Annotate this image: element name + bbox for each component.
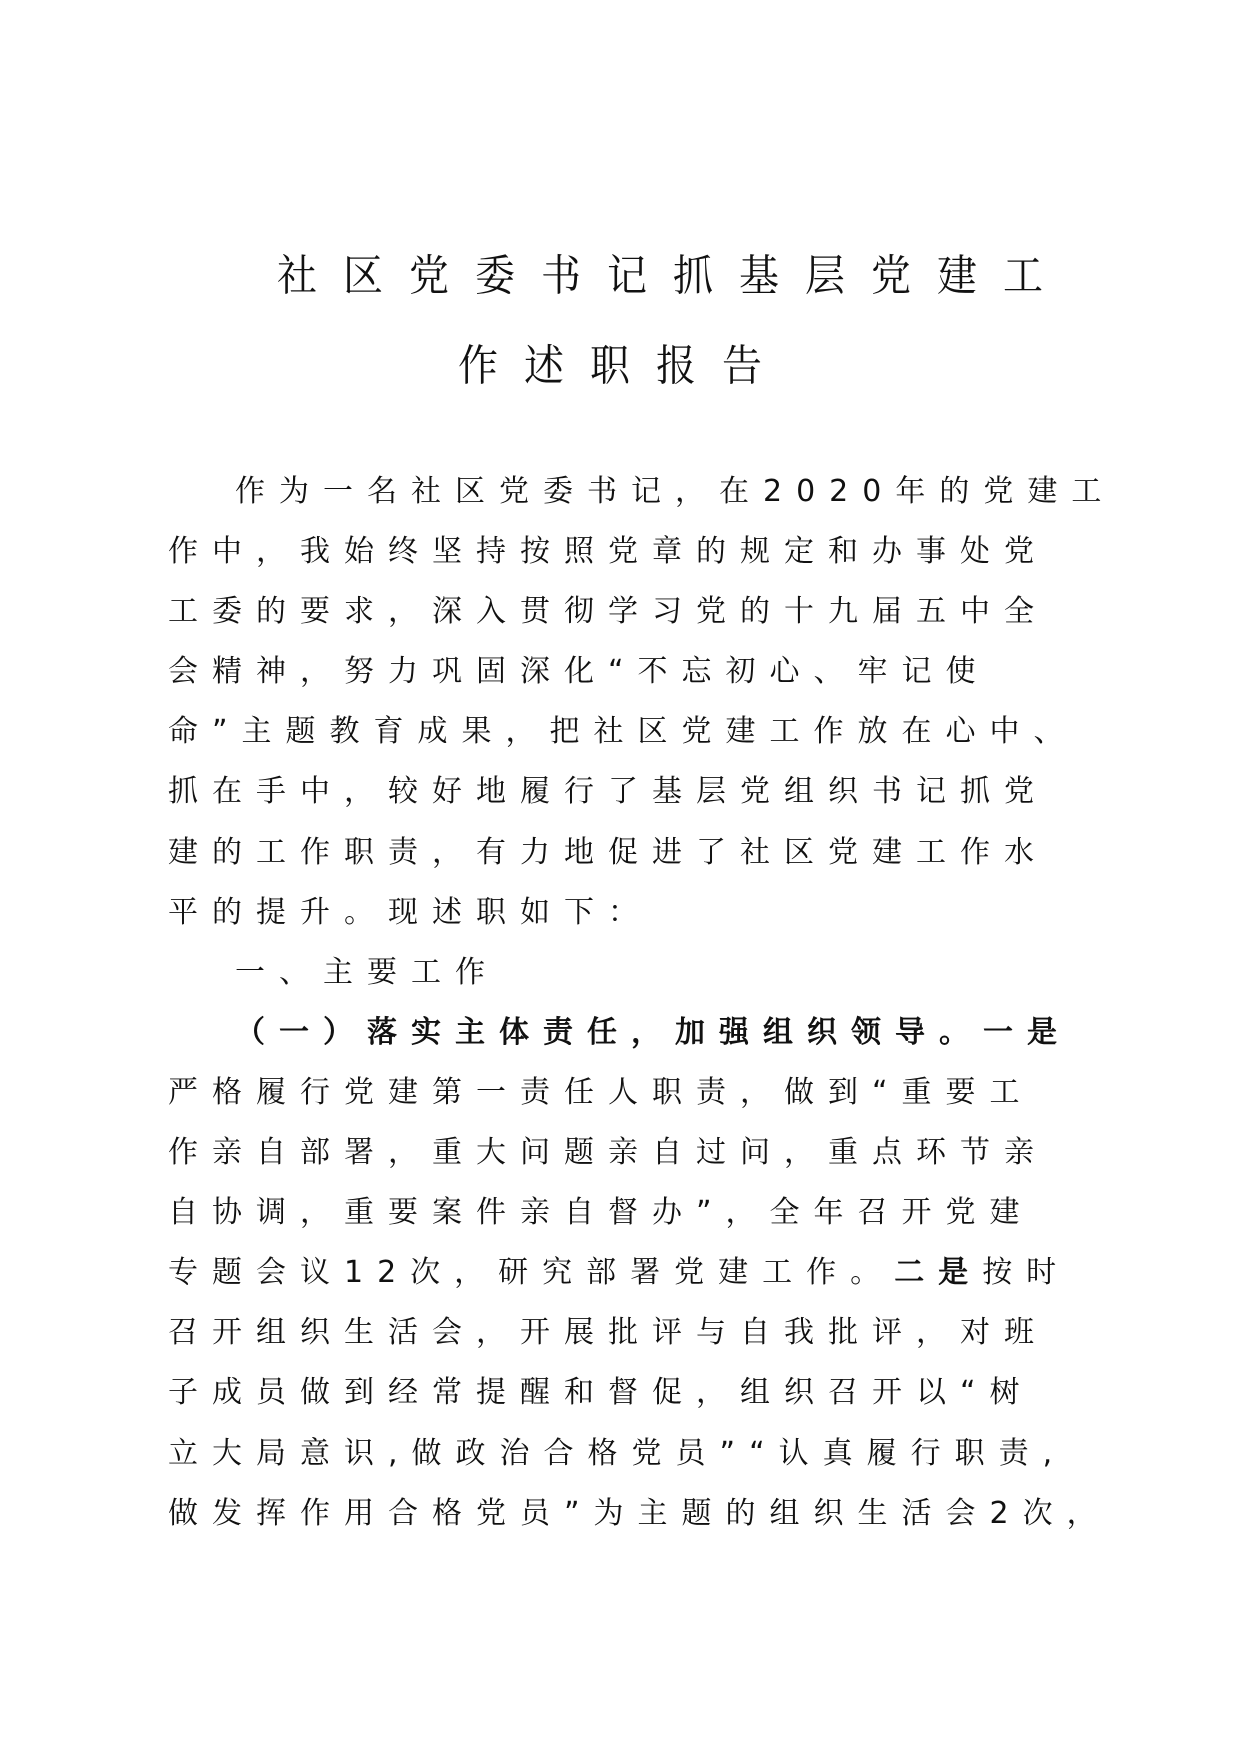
body-line — [168, 823, 1168, 883]
body-line — [168, 582, 1168, 642]
body-line — [168, 1303, 1168, 1363]
text-segment: 立大局意识,做政治合格党员”“认真履行职责, — [168, 1435, 1067, 1471]
body-line — [168, 883, 1168, 943]
text-segment: 建的工作职责，有力地促进了社区党建工作水 — [168, 834, 1048, 870]
text-segment: 子成员做到经常提醒和督促，组织召开以“树 — [168, 1375, 1034, 1411]
text-segment: 做发挥作用合格党员”为主题的组织生活会2次， — [168, 1495, 1111, 1531]
text-segment: 会精神，努力巩固深化“不忘初心、牢记使 — [168, 654, 990, 690]
text-segment: 自协调，重要案件亲自督办”，全年召开党建 — [168, 1195, 1034, 1231]
body-line — [168, 1243, 1168, 1303]
document-title-line-2: 作述职报告 — [458, 341, 788, 392]
bold-text-segment: （一）落实主体责任，加强组织领导。一是 — [235, 1014, 1071, 1050]
text-segment: 按时 — [982, 1255, 1071, 1291]
body-line — [168, 1123, 1168, 1183]
body-line — [168, 522, 1168, 582]
body-line — [168, 943, 1168, 1003]
body-line — [168, 762, 1168, 822]
text-segment: 命”主题教育成果，把社区党建工作放在心中、 — [168, 714, 1078, 750]
text-segment: 作亲自部署，重大问题亲自过问，重点环节亲 — [168, 1135, 1048, 1171]
body-line — [168, 702, 1168, 762]
body-line — [168, 1424, 1168, 1484]
body-line — [168, 1484, 1168, 1544]
text-segment: 作为一名社区党委书记，在2020年的党建工 — [235, 474, 1116, 509]
body-line — [168, 462, 1168, 522]
document-title-line-1: 社区党委书记抓基层党建工 — [277, 251, 1069, 302]
text-segment: 召开组织生活会，开展批评与自我批评，对班 — [168, 1315, 1048, 1351]
document-body — [168, 462, 1168, 1544]
body-line — [168, 1363, 1168, 1423]
text-segment: 工委的要求，深入贯彻学习党的十九届五中全 — [168, 594, 1048, 630]
text-segment: 作中，我始终坚持按照党章的规定和办事处党 — [168, 534, 1048, 570]
body-line — [168, 1183, 1168, 1243]
text-segment: 一、主要工作 — [235, 954, 499, 990]
text-segment: 专题会议12次，研究部署党建工作。 — [168, 1255, 895, 1291]
body-line — [168, 1063, 1168, 1123]
bold-text-segment: 二是 — [894, 1255, 983, 1291]
text-segment: 平的提升。现述职如下： — [168, 894, 652, 930]
body-line — [168, 642, 1168, 702]
text-segment: 抓在手中，较好地履行了基层党组织书记抓党 — [168, 774, 1048, 810]
body-line — [168, 1003, 1168, 1063]
text-segment: 严格履行党建第一责任人职责，做到“重要工 — [168, 1074, 1034, 1110]
